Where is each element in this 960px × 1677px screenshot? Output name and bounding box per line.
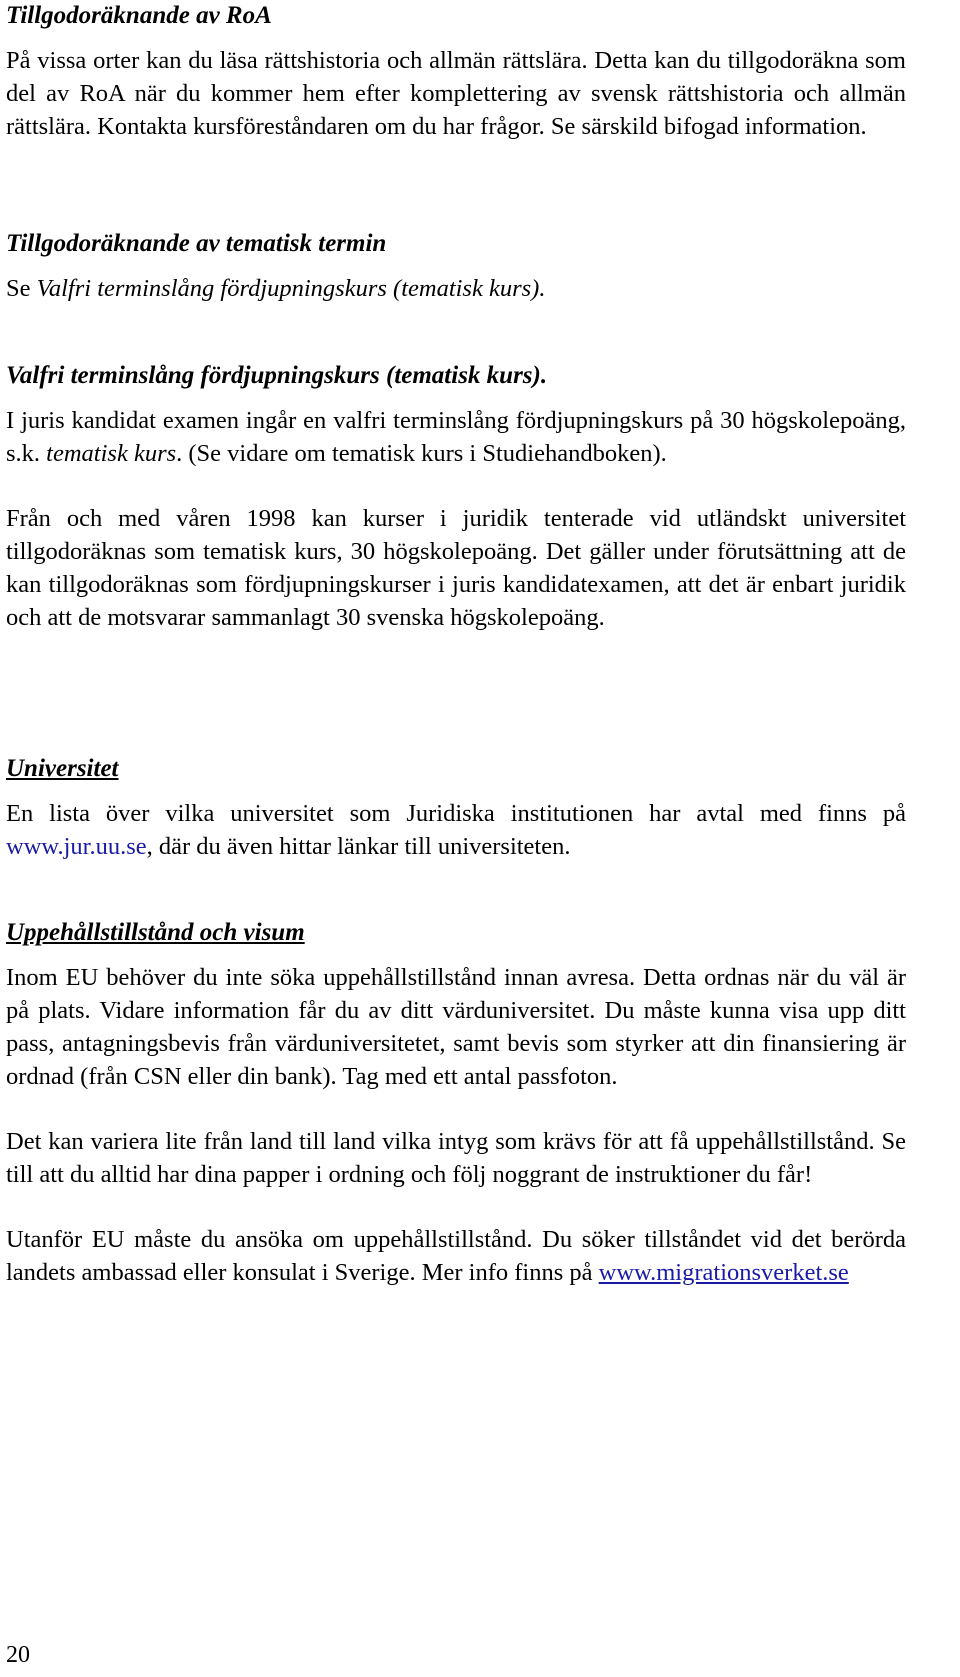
text-p1-after: . (Se vidare om tematisk kurs i Studiehandboken).: [176, 440, 667, 467]
paragraph-thematic-term: [6, 272, 906, 305]
paragraph-universities: [6, 797, 906, 863]
section-elective-course: [6, 360, 906, 634]
page-number: 20: [6, 1642, 30, 1668]
section-heading-elective-course: Valfri terminslång fördjupningskurs (tematisk kurs).: [6, 362, 548, 389]
section-heading-roa: Tillgodoräknande av RoA: [6, 2, 272, 29]
paragraph-residence-2: Det kan variera lite från land till land vilka intyg som krävs för att få uppehållstillstånd. Se till att du alltid har dina papper i ordning och följ noggrant de instruktioner du får!: [6, 1128, 906, 1188]
section-roa: [6, 0, 906, 143]
text-residence-3-before: Utanför EU måste du ansöka om uppehållstillstånd. Du söker tillståndet vid det berörda landets ambassad eller konsulat i Sverige. Mer info finns på: [6, 1226, 906, 1286]
paragraph-elective-2: Från och med våren 1998 kan kurser i juridik tenterade vid utländskt universitet tillgodoräknas som tematisk kurs, 30 högskolepoäng. Det gäller under förutsättning att de kan tillgodoräknas som fördjupningskurser i juris kandidatexamen, att det är enbart juridik och att de motsvarar sammanlagt 30 svenska högskolepoäng.: [6, 505, 906, 631]
section-thematic-term: [6, 228, 906, 305]
paragraph-residence-3: [6, 1223, 906, 1289]
paragraph-elective-1: [6, 404, 906, 470]
link-migrationsverket[interactable]: www.migrationsverket.se: [598, 1259, 849, 1286]
section-universities: [6, 753, 906, 863]
text-universities-before: En lista över vilka universitet som Juridiska institutionen har avtal med finns på: [6, 800, 906, 827]
section-heading-universities: Universitet: [6, 755, 119, 782]
text-prefix: Se: [6, 275, 37, 302]
text-course-reference: Valfri terminslång fördjupningskurs (tematisk kurs).: [36, 275, 546, 302]
section-residence-permit: [6, 917, 906, 1289]
paragraph-residence-1: Inom EU behöver du inte söka uppehållstillstånd innan avresa. Detta ordnas när du väl är på plats. Vidare information får du av ditt värduniversitet. Du måste kunna visa upp ditt pass, antagningsbevis från värduniversitetet, samt bevis som styrker att din finansiering är ordnad (från CSN eller din bank). Tag med ett antal passfoton.: [6, 964, 906, 1090]
text-universities-after: , där du även hittar länkar till universiteten.: [146, 833, 571, 860]
paragraph-roa: På vissa orter kan du läsa rättshistoria och allmän rättslära. Detta kan du tillgodoräkna som del av RoA när du kommer hem efter komplettering av svensk rättshistoria och allmän rättslära. Kontakta kursföreståndaren om du har frågor. Se särskild bifogad information.: [6, 47, 906, 140]
text-p1-before: I juris kandidat examen ingår en valfri terminslång fördjupningskurs på 30 högskolepoäng, s.k.: [6, 407, 906, 467]
section-heading-residence-permit: Uppehållstillstånd och visum: [6, 919, 305, 946]
link-jur-uu[interactable]: www.jur.uu.se: [6, 833, 147, 860]
section-heading-thematic-term: Tillgodoräknande av tematisk termin: [6, 230, 387, 257]
text-p1-italic: tematisk kurs: [46, 440, 177, 467]
